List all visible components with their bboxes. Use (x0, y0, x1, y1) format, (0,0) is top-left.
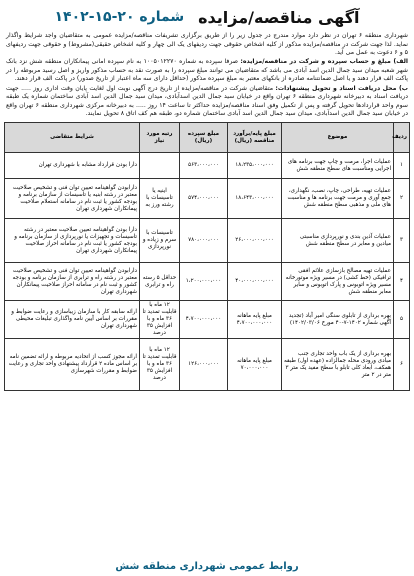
row-deposit: ۱،۲۰۰،۰۰۰،۰۰۰ (180, 263, 228, 301)
section-b-text: متقاضیان شرکت در مناقصه/مزایده از تاریخ درج آگهی نوبت اول لغایت پایان وقت اداری روز ..... جهت دریافت اسناد به دبیرخانه شهرداری منطقه ۶ تهران واقع در خیابان سید جمال الدین اسدآبادی، میدان سید جمال الدین اسد آبادی ساختمان شماره یک طبقه سوم واحد قراردادها تحویل گرفته و پس از تکمیل وفق اسناد مناقصه/مزایده حداکثر تا ساعت ۱۴ روز ..... به دبیرخانه مرکزی شهرداری منطقه ۶ تهران واقع در خیابان سید جمال الدین اسدآبادی، میدان سید جمال الدین اسد آبادی ساختمان شماره دو، طبقه هم کف اتاق ۸ تحویل نمایند. (6, 84, 408, 118)
row-conditions: دارا بودن قرارداد مشابه با شهرداری تهران (5, 153, 140, 179)
row-deposit: ۵۷۴،۰۰۰،۰۰۰ (180, 179, 228, 219)
section-a-label: الف) مبلغ و حساب سپرده و شرکت در مناقصه/مزایده: (240, 58, 409, 66)
row-grade: اینیه یا تاسیسات با رشته ورز به (140, 179, 180, 219)
row-deposit: ۷۸۰،۰۰۰،۰۰۰ (180, 219, 228, 263)
header-conditions: شرایط متقاضی (5, 123, 140, 153)
row-base: ۱۸،۲۳۵،۰۰۰،۰۰۰ (228, 153, 282, 179)
row-subject: بهره برداری از تابلوی سنگی امیر آباد (تجدید آگهی شماره ۱۴۰۲-۷-۴۰ مورخ ۱۴۰۲/۰۳/۰۶) (282, 301, 394, 339)
section-b-label: ب) محل دریافت اسناد و تحویل پیشنهادات: (275, 84, 409, 92)
row-subject: عملیات آذین بندی و نورپردازی مناسبتی میادین و معابر در سطح منطقه شش (282, 219, 394, 263)
header-base: مبلغ پایه/برآورد مناقصه (ریال) (228, 123, 282, 153)
ad-title: آگهی مناقصه/مزایده (198, 7, 360, 27)
row-deposit: ۴،۷۰۰،۰۰۰،۰۰۰ (180, 301, 228, 339)
tender-table (4, 122, 410, 391)
row-conditions: ارائه سابقه کار با سازمان زیباسازی و رعایت ضوابط و مقررات بر اساس آیین نامه واگذاری تبلیغات محیطی شهرداری تهران (5, 301, 140, 339)
table-row (5, 263, 410, 301)
ad-header (4, 3, 410, 31)
table-row (5, 179, 410, 219)
table-row (5, 339, 410, 391)
row-num: ۳ (394, 219, 410, 263)
header-grade: رتبه مورد نیاز (140, 123, 180, 153)
row-grade: ۱۲ ماه با قابلیت تمدید تا ۳۶ ماه و با افزایش ۳۵ درصد (140, 301, 180, 339)
row-subject: عملیات تهیه مصالح بازسازی علائم افقی ترافیکی (خط کشی) در مسیر ویژه موتورخانه مسیر ویژه اتوبوس و پارک اتوبوس و سایر معابر منطقه شش (282, 263, 394, 301)
row-num: ۲ (394, 179, 410, 219)
ad-number: شماره ۲۰-۱۵-۱۴۰۲ (54, 9, 185, 25)
table-row (5, 153, 410, 179)
row-grade (140, 153, 180, 179)
table-row (5, 301, 410, 339)
row-subject: عملیات اجرا، مرمت و چاپ جهت برنامه های اجرایی ومناسبت های سطح منطقه شش (282, 153, 394, 179)
row-conditions: دارابودن گواهینامه تعیین توان فنی و تشخیص صلاحیت معتبر در رشته راه و ترابری از سازمان برنامه و بودجه کشور و ثبت نام در سامانه احراز صلاحیت پیمانکاران شهرداری تهران (5, 263, 140, 301)
row-base: مبلغ پایه ماهانه ۷۰،۰۰۰،۰۰۰ (228, 339, 282, 391)
row-conditions: دارابودن گواهینامه تعیین توان فنی و تشخیص صلاحیت معتبر در رشته ابنیه یا تاسیسات از سازمان برنامه و بودجه کشور یا ثبت نام در سامانه استعلام صلاحیت پیمانکاران شهرداری تهران (5, 179, 140, 219)
row-num: ۴ (394, 263, 410, 301)
table-header-row (5, 123, 410, 153)
ad-intro (4, 31, 410, 120)
ad-footer: روابط عمومی شهرداری منطقه شش (115, 561, 299, 572)
row-num: ۱ (394, 153, 410, 179)
row-conditions: دارا بودن گواهینامه تعیین صلاحیت معتبر در رشته تاسیسات و تجهیزات یا نورپردازی از سازمان برنامه و بودجه کشور یا ثبت نام در سامانه احراز صلاحیت پیمانکاران شهرداری تهران (5, 219, 140, 263)
row-num: ۵ (394, 301, 410, 339)
header-subject: موضوع (282, 123, 394, 153)
row-base: ۲۶،۰۰۰،۰۰۰،۰۰۰ (228, 219, 282, 263)
row-base: ۱۸،۶۴۳،۰۰۰،۰۰۰ (228, 179, 282, 219)
row-conditions: ارائه مجوز کسب از اتحادیه مربوطه و ارائه تضمین نامه بر اساس ماده ۲ قرارداد پیشنهادی واحد تجاری و رعایت ضوابط و مقررات شهرسازی (5, 339, 140, 391)
row-deposit: ۱۲۶،۰۰۰،۰۰۰ (180, 339, 228, 391)
row-base: مبلغ پایه ماهانه ۴،۷۰۰،۰۰۰،۰۰۰ (228, 301, 282, 339)
row-num: ۶ (394, 339, 410, 391)
row-grade: ۱۲ ماه با قابلیت تمدید تا ۳۶ ماه و با افزایش ۳۵ درصد (140, 339, 180, 391)
row-subject: عملیات تهیه، طراحی، چاپ، نصب، نگهداری، جمع آوری و مرمت جهت برنامه ها و مناسبت های ملی و مذهبی سطح منطقه شش (282, 179, 394, 219)
row-subject: بهره برداری از یک باب واحد تجاری جنب مبادی ورودی محله جمالزاده (عهده اول) طبقه همکف، ابعاد کلی تابلو با سطح مفید یک متر ۳ متر در ۲ متر (282, 339, 394, 391)
row-grade: حداقل ۵ رسته راه و ترابری (140, 263, 180, 301)
intro-paragraph-1: شهرداری منطقه ۶ تهران در نظر دارد موارد مندرج در جدول زیر را از طریق برگزاری تشریفات مناقصه/مزایده عمومی به متقاضیان واجد شرایط واگذار نماید. لذا جهت شرکت در مناقصه/مزایده مذکور از کلیه اشخاص حقوقی جهت ردیفهای یک الی چهار و کلیه اشخاص حقیقی(مشروط) و حقوقی جهت ردیفهای ۵ و ۶ دعوت به عمل می آید. (6, 32, 408, 57)
row-grade: تاسیسات با سرم و زیاده و نورپردازی (140, 219, 180, 263)
row-deposit: ۵۶۳،۰۰۰،۰۰۰ (180, 153, 228, 179)
header-num: ردیف (394, 123, 410, 153)
table-row (5, 219, 410, 263)
header-deposit: مبلغ سپرده (ریال) (180, 123, 228, 153)
row-base: ۴۰،۰۰۰،۰۰۰،۰۰۰ (228, 263, 282, 301)
section-a-text: صرفا سپرده به شماره ۱۰۰۵۰۱۲۲۷۰ به نام سپرده امانی پیمانکاران منطقه شش نزد بانک شهر شعبه میدان سید جمال الدین اسد آبادی می باشد که متقاضیان می توانند مبلغ سپرده را به صورت نقد به حساب مذکور واریز و اصل رسید مربوطه را در پاکت الف قرار دهند و یا اصل ضمانتنامه صادره از بانکهای معتبر به مبلغ سپرده مذکور (حداقل دارای سه ماه اعتبار از تاریخ صدور) در پاکت الف قرار دهند. (6, 58, 408, 83)
